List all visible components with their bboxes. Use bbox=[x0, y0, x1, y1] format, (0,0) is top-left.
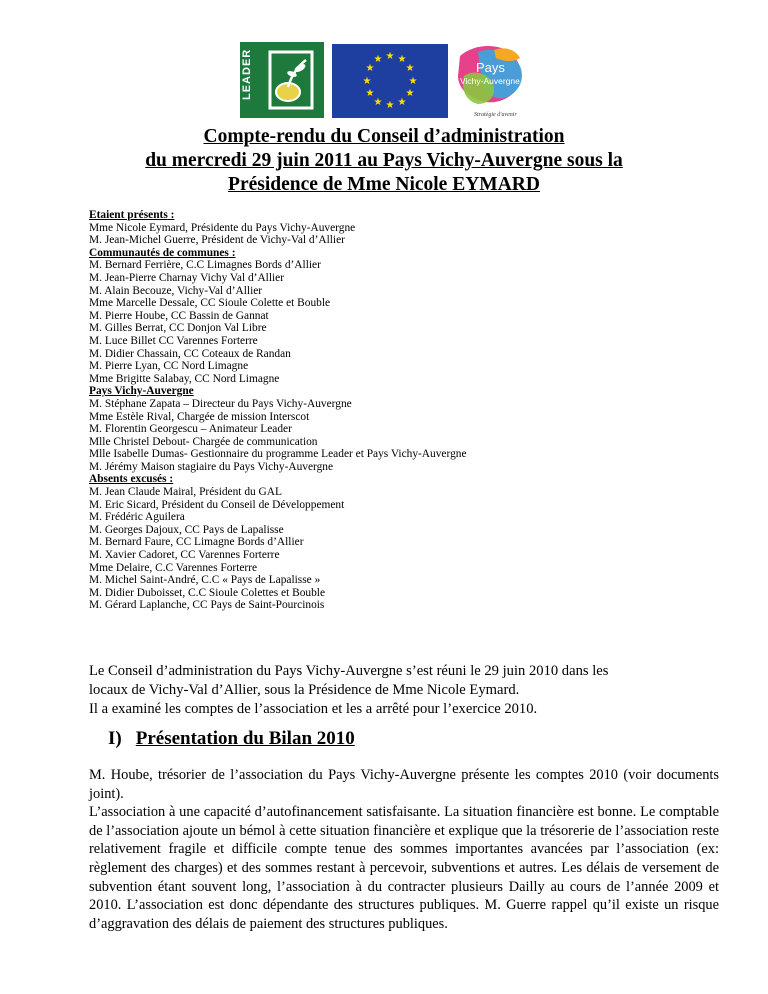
svg-text:★: ★ bbox=[405, 63, 415, 74]
svg-text:LEADER: LEADER bbox=[241, 48, 253, 100]
list-item: M. Luce Billet CC Varennes Forterre bbox=[89, 334, 258, 347]
pays-header: Pays Vichy-Auvergne bbox=[89, 385, 194, 398]
title-line-1: Compte-rendu du Conseil d’administration bbox=[203, 126, 565, 147]
list-item: Mlle Christel Debout- Chargée de communication bbox=[89, 435, 318, 448]
intro-line-3: Il a examiné les comptes de l’association et les a arrêté pour l’exercice 2010. bbox=[89, 701, 538, 717]
title-line-2: du mercredi 29 juin 2011 au Pays Vichy-Auvergne sous la bbox=[145, 150, 623, 171]
document-title bbox=[60, 125, 708, 197]
body-paragraph-1: M. Hoube, trésorier de l’association du Pays Vichy-Auvergne présente les comptes 2010 (voir documents joint). bbox=[89, 767, 719, 802]
list-item: M. Didier Duboisset, C.C Sioule Colettes et Bouble bbox=[89, 586, 326, 599]
svg-text:★: ★ bbox=[373, 97, 383, 108]
list-item: Mme Brigitte Salabay, CC Nord Limagne bbox=[89, 372, 280, 385]
attendance-list bbox=[89, 209, 729, 612]
svg-text:★: ★ bbox=[385, 51, 395, 62]
svg-text:Stratégie d'avenir: Stratégie d'avenir bbox=[474, 112, 517, 118]
logo-bar bbox=[240, 42, 530, 120]
svg-text:★: ★ bbox=[408, 76, 418, 87]
list-item: Mlle Isabelle Dumas- Gestionnaire du programme Leader et Pays Vichy-Auvergne bbox=[89, 448, 467, 461]
list-item: M. Jean-Michel Guerre, Président de Vichy-Val d’Allier bbox=[89, 234, 345, 247]
list-item: M. Frédéric Aguilera bbox=[89, 511, 185, 524]
svg-text:★: ★ bbox=[385, 100, 395, 111]
intro-paragraph bbox=[89, 662, 719, 719]
svg-text:★: ★ bbox=[397, 54, 407, 65]
list-item: M. Jean Claude Mairal, Président du GAL bbox=[89, 486, 282, 499]
presents-header: Etaient présents : bbox=[89, 209, 175, 221]
list-item: M. Pierre Hoube, CC Bassin de Gannat bbox=[89, 309, 269, 322]
list-item: Mme Estèle Rival, Chargée de mission Interscot bbox=[89, 410, 310, 423]
list-item: M. Bernard Faure, CC Limagne Bords d’Allier bbox=[89, 536, 304, 549]
svg-text:Vichy-Auvergne: Vichy-Auvergne bbox=[460, 76, 520, 86]
list-item: Mme Nicole Eymard, Présidente du Pays Vichy-Auvergne bbox=[89, 221, 356, 234]
list-item: M. Jérémy Maison stagiaire du Pays Vichy-Auvergne bbox=[89, 460, 334, 473]
absents-header: Absents excusés : bbox=[89, 473, 174, 486]
list-item: M. Eric Sicard, Président du Conseil de Développement bbox=[89, 498, 345, 511]
intro-line-1: Le Conseil d’administration du Pays Vichy-Auvergne s’est réuni le 29 juin 2010 dans les bbox=[89, 663, 609, 679]
list-item: M. Stéphane Zapata – Directeur du Pays Vichy-Auvergne bbox=[89, 397, 352, 410]
list-item: M. Xavier Cadoret, CC Varennes Forterre bbox=[89, 549, 280, 562]
body-text bbox=[89, 766, 719, 933]
svg-text:★: ★ bbox=[397, 97, 407, 108]
list-item: M. Alain Becouze, Vichy-Val d’Allier bbox=[89, 284, 263, 297]
list-item: M. Pierre Lyan, CC Nord Limagne bbox=[89, 360, 249, 373]
title-line-3: Présidence de Mme Nicole EYMARD bbox=[228, 174, 540, 195]
section-title: Présentation du Bilan 2010 bbox=[135, 728, 355, 749]
list-item: M. Gérard Laplanche, CC Pays de Saint-Pourcinois bbox=[89, 599, 325, 612]
list-item: M. Jean-Pierre Charnay Vichy Val d’Allier bbox=[89, 271, 285, 284]
list-item: M. Gilles Berrat, CC Donjon Val Libre bbox=[89, 322, 267, 335]
pays-vichy-auvergne-logo bbox=[454, 42, 530, 120]
svg-text:★: ★ bbox=[365, 88, 375, 99]
eu-flag-logo bbox=[332, 44, 448, 118]
list-item: M. Florentin Georgescu – Animateur Leader bbox=[89, 423, 292, 436]
list-item: Mme Delaire, C.C Varennes Forterre bbox=[89, 561, 258, 574]
svg-text:★: ★ bbox=[362, 76, 372, 87]
section-number: I) bbox=[108, 728, 122, 749]
list-item: M. Bernard Ferrière, C.C Limagnes Bords d’Allier bbox=[89, 259, 321, 272]
communes-header: Communautés de communes : bbox=[89, 246, 236, 259]
svg-text:★: ★ bbox=[405, 88, 415, 99]
list-item: Mme Marcelle Dessale, CC Sioule Colette et Bouble bbox=[89, 297, 331, 310]
intro-line-2: locaux de Vichy-Val d’Allier, sous la Présidence de Mme Nicole Eymard. bbox=[89, 682, 520, 698]
list-item: M. Michel Saint-André, C.C « Pays de Lapalisse » bbox=[89, 574, 321, 587]
svg-text:Pays: Pays bbox=[476, 60, 505, 75]
leader-logo bbox=[240, 42, 324, 118]
svg-text:★: ★ bbox=[373, 54, 383, 65]
list-item: M. Didier Chassain, CC Coteaux de Randan bbox=[89, 347, 291, 360]
list-item: M. Georges Dajoux, CC Pays de Lapalisse bbox=[89, 523, 284, 536]
body-paragraph-2: L’association à une capacité d’autofinancement satisfaisante. La situation financière est bonne. Le comptable de l’association ajoute un bémol à cette situation financière et explique que la trésorerie de l’association reste relativement fragile et difficile compte tenue des sommes importantes avancées par l’association (ex: règlement des charges) et des sommes restant à percevoir, subventions et autres. Les délais de versement de subvention étant souvent long, l’association à du contracter plusieurs Dailly au cours de l’année 2009 et 2010. L’association est donc dépendante des structures publiques. M. Guerre rappel qu’il existe un risque d’aggravation des délais de paiement des structures publiques. bbox=[89, 804, 719, 932]
svg-text:★: ★ bbox=[365, 63, 375, 74]
section-heading bbox=[108, 728, 355, 750]
